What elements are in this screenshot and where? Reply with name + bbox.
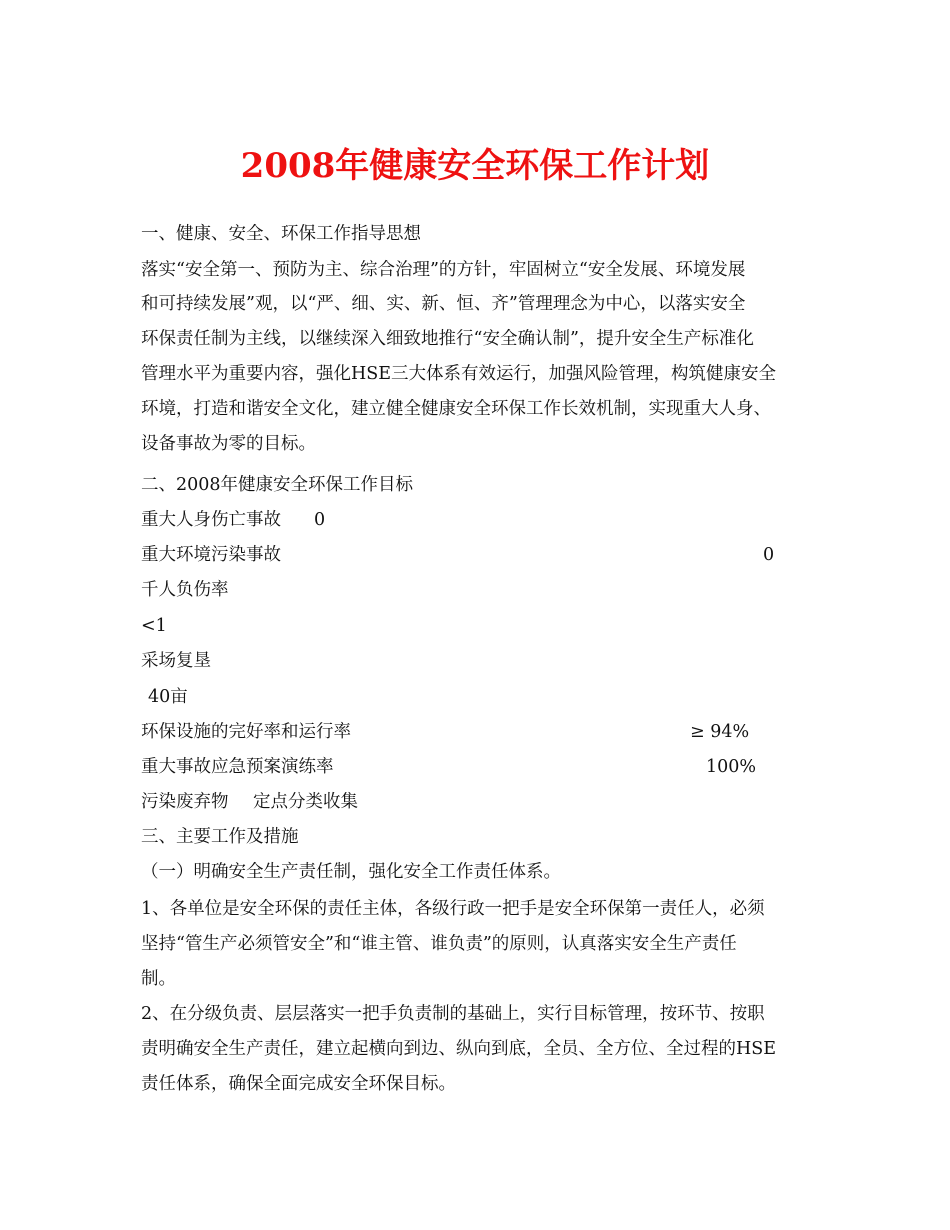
section-heading-2: 二、2008年健康安全环保工作目标 — [141, 475, 414, 495]
target-label: 重大事故应急预案演练率 — [141, 757, 334, 777]
paragraph-line: 责明确安全生产责任，建立起横向到边、纵向到底，全员、全方位、全过程的HSE — [141, 1039, 777, 1059]
target-value: 0 — [314, 510, 326, 530]
paragraph-line: 管理水平为重要内容，强化HSE三大体系有效运行，加强风险管理，构筑健康安全 — [141, 364, 777, 384]
target-value: ≥ 94% — [690, 722, 750, 742]
paragraph-line: 环境，打造和谐安全文化，建立健全健康安全环保工作长效机制，实现重大人身、 — [141, 399, 771, 419]
paragraph-line: 设备事故为零的目标。 — [141, 434, 316, 454]
target-value: 100% — [706, 757, 757, 777]
page-title: 2008年健康安全环保工作计划 — [240, 146, 710, 186]
target-label: 环保设施的完好率和运行率 — [141, 722, 351, 742]
paragraph-line: 环保责任制为主线，以继续深入细致地推行“安全确认制”，提升安全生产标准化 — [141, 329, 754, 349]
target-value: 0 — [763, 545, 775, 565]
paragraph-line: 坚持“管生产必须管安全”和“谁主管、谁负责”的原则，认真落实安全生产责任 — [141, 934, 737, 954]
subsection-heading: （一）明确安全生产责任制，强化安全工作责任体系。 — [141, 862, 561, 882]
paragraph-line: 和可持续发展”观，以“严、细、实、新、恒、齐”管理理念为中心，以落实安全 — [141, 294, 746, 314]
target-label: 污染废弃物 — [141, 792, 229, 812]
target-label: 千人负伤率 — [141, 580, 229, 600]
paragraph-line: 责任体系，确保全面完成安全环保目标。 — [141, 1074, 456, 1094]
target-value: <1 — [141, 616, 167, 636]
target-value: 定点分类收集 — [253, 792, 358, 812]
target-value: 40亩 — [148, 687, 188, 707]
paragraph-line: 2、在分级负责、层层落实一把手负责制的基础上，实行目标管理，按环节、按职 — [141, 1004, 765, 1024]
paragraph-line: 1、各单位是安全环保的责任主体，各级行政一把手是安全环保第一责任人，必须 — [141, 899, 765, 919]
section-heading-1: 一、健康、安全、环保工作指导思想 — [141, 224, 421, 244]
target-label: 重大环境污染事故 — [141, 545, 281, 565]
section-heading-3: 三、主要工作及措施 — [141, 827, 299, 847]
target-label: 重大人身伤亡事故 — [141, 510, 281, 530]
target-label: 采场复垦 — [141, 651, 211, 671]
paragraph-line: 制。 — [141, 969, 176, 989]
paragraph-line: 落实“安全第一、预防为主、综合治理”的方针，牢固树立“安全发展、环境发展 — [141, 260, 746, 280]
